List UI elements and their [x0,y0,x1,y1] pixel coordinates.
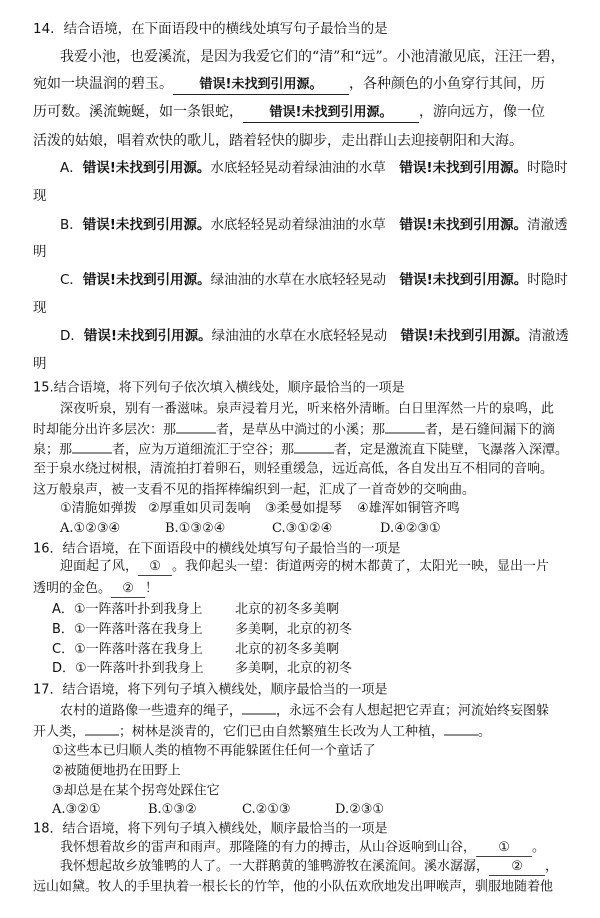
fill-blank: ① [476,839,532,857]
option-item: ④雄浑如铜管齐鸣 [357,501,460,516]
text-line [52,783,220,800]
text-line [33,461,553,478]
text-segment: 。我仰起头一望：街道两旁的树木都黄了，太阳光一映，显出一片 [172,559,550,574]
option-item: D.④②③① [380,521,441,536]
text-line [60,401,554,418]
text-segment: 我怀想着故乡的雷声和雨声。那隆隆的有力的搏击，从山谷返响到山谷， [60,840,477,855]
text-line [33,420,555,439]
text-segment: 历可数。溪流蜿蜒，如一条银蛇， [33,104,243,120]
option-item: D．①一阵落叶扑到我身上 [52,661,204,676]
option-item: B.①③② [148,802,197,817]
text-line [0,801,600,819]
text-segment: 水底轻轻晃动着绿油油的水草 [210,217,400,233]
option-item: A.③②① [52,802,101,817]
text-segment: C． [60,272,83,288]
text-line [60,271,568,289]
text-segment: 明 [33,244,47,260]
text-line [0,520,600,538]
option-item: B．①一阵落叶落在我身上 [52,622,203,637]
reference-error-text: 错误!未找到引用源。 [399,217,528,233]
option-item: ②厚重如贝司轰响 [148,501,251,516]
fill-blank: ① [138,558,172,576]
text-line [52,763,181,780]
text-segment: 泉；那 [33,442,73,458]
text-line [33,20,388,38]
text-segment: 开人类， [33,724,86,740]
text-segment: 绿油油的水草在水底轻轻晃动 [211,328,401,344]
text-segment: 现 [33,188,47,204]
text-segment: 。 [478,724,492,740]
text-line [33,75,545,95]
text-segment: 者，是石缝间漏下的滴 [425,422,556,438]
text-segment: 时隐时 [527,272,568,288]
option-item: C.③①②④ [272,521,333,536]
text-line [33,299,47,317]
text-segment: 15.结合语境，将下列句子依次填入横线处，顺序最恰当的一项是 [33,380,405,396]
text-line [60,159,568,177]
fill-blank [444,722,478,736]
fill-blank [385,420,425,434]
reference-error-text: 错误!未找到引用源。 [83,328,212,344]
text-line [60,327,569,345]
text-segment: 18．结合语境，将下列句子填入横线处，顺序最恰当的一项是 [33,821,388,837]
text-line [60,858,558,876]
text-line [33,541,401,558]
text-line [0,500,600,518]
reference-error-blank: 错误!未找到引用源。 [243,104,419,123]
text-line [60,216,568,234]
text-line [0,641,600,659]
reference-error-text: 错误!未找到引用源。 [399,272,528,288]
reference-error-text: 错误!未找到引用源。 [400,328,529,344]
option-item: 北京的初冬多美啊 [235,602,340,617]
text-segment: B． [60,217,83,233]
text-line [60,48,565,66]
text-line [33,879,553,896]
text-segment: D． [60,328,84,344]
text-segment: ③却总是在某个拐弯处踩住它 [52,783,220,799]
text-line [33,482,475,499]
fill-blank [176,420,216,434]
text-line [33,440,568,459]
text-segment: 时隐时 [527,160,568,176]
text-line [33,821,388,838]
option-item: ③柔曼如提琴 [265,501,342,516]
reference-error-text: 错误!未找到引用源。 [82,217,211,233]
text-line [33,355,47,373]
text-line [33,103,545,123]
text-segment: ，永远不会有人想起把它弄直；河流始终妄图躲 [276,703,550,719]
text-segment: 清澈透 [528,328,569,344]
text-line [33,580,158,598]
reference-error-text: 错误!未找到引用源。 [82,160,211,176]
text-segment: 迎面起了风， [60,559,139,574]
text-segment: ，游向远方，像一位 [419,104,545,120]
text-segment: 农村的道路像一些遗弃的绳子， [60,703,243,719]
text-segment: 者，定是激流直下陡壁，飞瀑落入深潭。 [334,442,569,458]
text-segment: 14．结合语境，在下面语段中的横线处填写句子最恰当的是 [33,21,388,37]
option-item: ①清脆如弹拨 [60,501,137,516]
option-item: B.①③②④ [165,521,226,536]
text-segment: 17．结合语境，将下列句子填入横线处，顺序最恰当的一项是 [33,682,388,698]
option-item: 多美啊，北京的初冬 [235,661,353,676]
option-item: 多美啊，北京的初冬 [235,622,353,637]
option-item: A.①②③④ [60,521,121,536]
option-item: C．①一阵落叶落在我身上 [52,642,203,657]
reference-error-blank: 错误!未找到引用源。 [173,76,349,95]
text-line [52,743,376,760]
text-segment: A． [60,160,83,176]
reference-error-text: 错误!未找到引用源。 [399,160,528,176]
text-line [33,243,47,261]
fill-blank [242,701,276,715]
text-segment: 宛如一块温润的碧玉。 [33,76,173,92]
text-line [60,558,549,576]
fill-blank: ② [489,858,545,876]
text-line [33,132,523,150]
option-item: A．①一阵落叶扑到我身上 [52,602,203,617]
text-segment: 活泼的姑娘，唱着欢快的歌儿，踏着轻快的脚步，走出群山去迎接朝阳和大海。 [33,133,523,149]
option-item: D.②③① [335,802,385,817]
text-segment: 我怀想起故乡放雏鸭的人了。一大群鹅黄的雏鸭游牧在溪流间。溪水潺潺， [60,859,490,874]
text-segment: 这万般泉声，被一支看不见的指挥棒编织到一起，汇成了一首奇妙的交响曲。 [33,482,476,498]
text-line [60,839,545,857]
text-line [33,187,47,205]
fill-blank [72,440,112,454]
text-line [33,380,405,397]
text-segment: 现 [33,300,47,316]
text-line [60,701,549,720]
text-line [0,601,600,619]
option-item: C.②①③ [242,802,291,817]
text-segment: ②被随便地扔在田野上 [52,763,181,779]
option-item: 北京的初冬多美啊 [235,642,340,657]
text-line [0,660,600,678]
fill-blank [294,440,334,454]
text-line [33,682,388,699]
text-segment: ， [545,859,559,874]
text-segment: 至于泉水绕过树根，清流拍打着卵石，则轻重缓急，远近高低，各自发出互不相同的音响。 [33,461,554,477]
text-segment: 透明的金色。 [33,581,112,596]
text-segment: 绿油油的水草在水底轻轻晃动 [210,272,400,288]
text-segment: ！ [145,581,159,596]
fill-blank [85,722,119,736]
text-segment: ①这些本已归顺人类的植物不再能躲匿住任何一个童话了 [52,743,376,759]
text-segment: 明 [33,356,47,372]
text-segment: 远山如黛。牧人的手里执着一根长长的竹竿，他的小队伍欢欣地发出呷喉声，驯服地随着他 [33,879,554,895]
text-line [33,722,491,741]
text-segment: ；树林是淡青的，它们已由自然繁殖生长改为人工种植， [119,724,445,740]
text-segment: 者，是草丛中淌过的小溪；那 [216,422,386,438]
text-segment: 者，应为万道细流汇于空谷；那 [112,442,295,458]
text-segment: 深夜听泉，别有一番滋味。泉声浸着月光，听来格外清晰。白日里浑然一片的泉鸣，此 [60,401,555,417]
text-segment: 水底轻轻晃动着绿油油的水草 [210,160,400,176]
reference-error-text: 错误!未找到引用源。 [82,272,211,288]
fill-blank: ② [111,580,145,598]
text-segment: 。 [532,840,546,855]
text-segment: ，各种颜色的小鱼穿行其间，历 [349,76,545,92]
text-segment: 我爱小池，也爱溪流，是因为我爱它们的“清”和“远”。小池清澈见底，汪汪一碧， [60,49,565,65]
text-segment: 16．结合语境，在下面语段中的横线处填写句子最恰当的一项是 [33,541,401,557]
text-line [0,621,600,639]
text-segment: 时却能分出许多层次：那 [33,422,177,438]
text-segment: 清澈透 [527,217,568,233]
